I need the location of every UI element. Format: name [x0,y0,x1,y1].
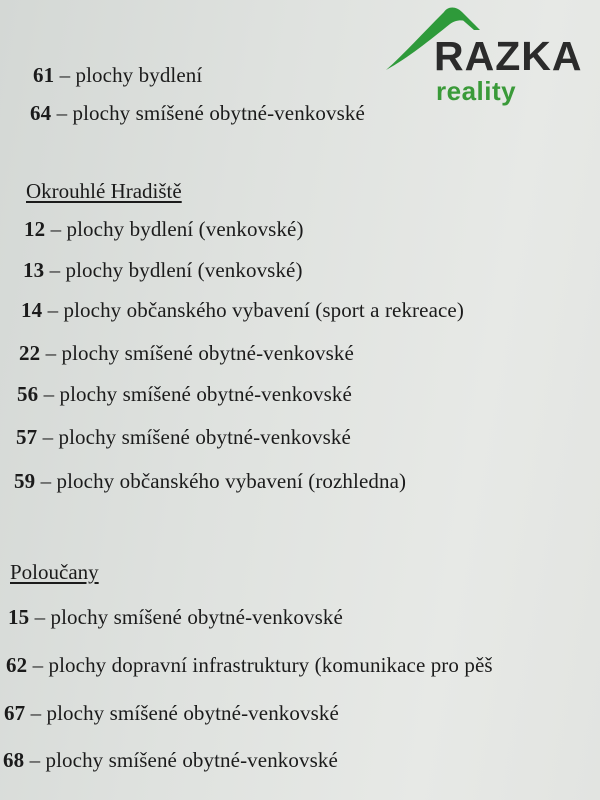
item-number: 64 [30,101,52,125]
list-item [4,701,339,725]
item-text: – plochy smíšené obytné-venkovské [34,605,343,629]
list-item [8,605,343,629]
item-number: 59 [14,469,36,493]
list-item [17,382,352,406]
item-text: – plochy bydlení [59,63,203,87]
list-item [6,653,493,677]
item-number: 14 [21,298,43,322]
item-number: 57 [16,425,38,449]
item-text: – plochy smíšené obytné-venkovské [45,341,354,365]
list-item [24,217,304,241]
logo-tagline: reality [436,76,517,106]
item-text: – plochy smíšené obytné-venkovské [43,382,352,406]
item-number: 56 [17,382,39,406]
item-text: – plochy občanského vybavení (sport a rekreace) [47,298,464,322]
list-item [3,748,338,772]
item-text: – plochy bydlení (venkovské) [50,217,304,241]
section-heading-okrouhle-hradiste: Okrouhlé Hradiště [26,179,182,203]
logo-name: RAZKA [434,33,583,79]
item-text: – plochy smíšené obytné-venkovské [56,101,365,125]
item-text: – plochy smíšené obytné-venkovské [42,425,351,449]
item-number: 15 [8,605,30,629]
list-item [30,101,365,125]
list-item [21,298,464,322]
section-heading-poloucany: Poloučany [10,560,99,584]
list-item [16,425,351,449]
item-number: 22 [19,341,41,365]
item-text: – plochy smíšené obytné-venkovské [29,748,338,772]
list-item [33,63,202,87]
item-number: 13 [23,258,45,282]
item-text: – plochy občanského vybavení (rozhledna) [40,469,407,493]
item-number: 61 [33,63,55,87]
item-number: 12 [24,217,46,241]
razka-reality-logo [384,4,600,108]
item-text: – plochy dopravní infrastruktury (komunikace pro pěš [32,653,493,677]
list-item [23,258,303,282]
list-item [14,469,406,493]
item-text: – plochy bydlení (venkovské) [49,258,303,282]
item-number: 62 [6,653,28,677]
item-text: – plochy smíšené obytné-venkovské [30,701,339,725]
item-number: 67 [4,701,26,725]
list-item [19,341,354,365]
item-number: 68 [3,748,25,772]
